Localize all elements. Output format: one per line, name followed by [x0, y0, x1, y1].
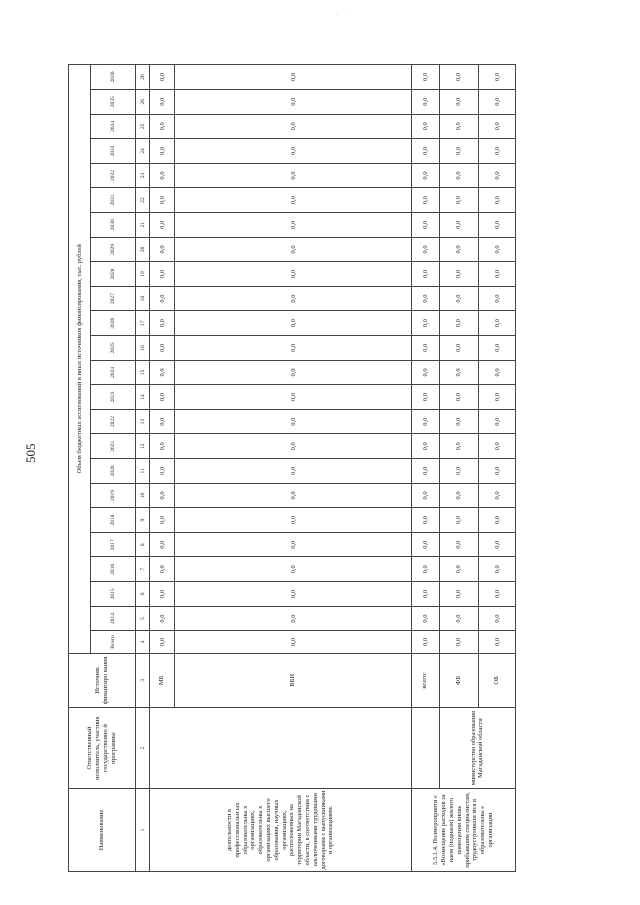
header-year-2033: 2033 [91, 139, 136, 164]
column-number: 26 [136, 65, 150, 90]
value-cell: 0,0 [439, 237, 478, 262]
source-cell: всего: [412, 653, 440, 708]
value-cell: 0,0 [479, 336, 516, 361]
value-cell: 0,0 [439, 409, 478, 434]
value-cell: 0,0 [439, 336, 478, 361]
value-cell: 0,0 [412, 606, 440, 631]
value-cell: 0,0 [150, 311, 175, 336]
value-cell: 0,0 [412, 409, 440, 434]
column-number: 22 [136, 188, 150, 213]
block1-participant [150, 708, 412, 789]
block2-name: 5.5.1.4. Полмероприяти е «Возмещение расходов за наем (поднаем) жилого помещения вновь прибывшим специалистам, трудоустроивши мся в образовательны е организации [412, 789, 516, 872]
value-cell: 0,0 [412, 532, 440, 557]
column-number: 21 [136, 212, 150, 237]
value-cell: 0,0 [439, 114, 478, 139]
source-cell: ФБ [439, 653, 478, 708]
column-number: 25 [136, 114, 150, 139]
value-cell: 0,0 [439, 163, 478, 188]
header-year-2014: 2014 [91, 606, 136, 631]
value-cell: 0,0 [175, 311, 412, 336]
header-year-2025: 2025 [91, 336, 136, 361]
page-number: 505 [23, 443, 38, 463]
column-number: 4 [136, 631, 150, 653]
block1-name: деятельности в профессиональн ых образовательны х организациях, образовательны х организациях высшего образования, научных организациях, расположенных на территории Магаданской области, в соответствии с заключенными трудовыми договорами с выпускниками и организациями. [150, 789, 412, 872]
column-number: 6 [136, 582, 150, 607]
header-year-2030: 2030 [91, 212, 136, 237]
value-cell: 0,0 [150, 65, 175, 90]
column-number: 19 [136, 262, 150, 287]
value-cell: 0,0 [439, 459, 478, 484]
value-cell: 0,0 [150, 139, 175, 164]
value-cell: 0,0 [439, 606, 478, 631]
column-number: 13 [136, 409, 150, 434]
column-number: 10 [136, 483, 150, 508]
column-number: 1 [136, 789, 150, 872]
value-cell: 0,0 [412, 434, 440, 459]
value-cell: 0,0 [175, 434, 412, 459]
value-cell: 0,0 [150, 606, 175, 631]
column-number: 23 [136, 163, 150, 188]
header-year-2021: 2021 [91, 434, 136, 459]
header-year-2015: 2015 [91, 582, 136, 607]
column-number: 24 [136, 139, 150, 164]
value-cell: 0,0 [479, 237, 516, 262]
header-year-2031: 2031 [91, 188, 136, 213]
value-cell: 0,0 [479, 532, 516, 557]
value-cell: 0,0 [479, 65, 516, 90]
funding-table [68, 64, 516, 872]
value-cell: 0,0 [439, 557, 478, 582]
value-cell: 0,0 [150, 336, 175, 361]
header-source: Источник финансиро вания [69, 653, 136, 708]
value-cell: 0,0 [150, 188, 175, 213]
header-total: Всего [91, 631, 136, 653]
value-cell: 0,0 [150, 286, 175, 311]
scan-corner-marks: · · [336, 12, 351, 18]
column-number: 12 [136, 434, 150, 459]
value-cell: 0,0 [175, 557, 412, 582]
block2-participant: министерство образования Магаданской области [439, 708, 515, 789]
total-cell: 0,0 [412, 631, 440, 653]
value-cell: 0,0 [175, 532, 412, 557]
value-cell: 0,0 [479, 508, 516, 533]
header-name: Наименование [69, 789, 136, 872]
value-cell: 0,0 [439, 139, 478, 164]
value-cell: 0,0 [150, 89, 175, 114]
header-year-2029: 2029 [91, 237, 136, 262]
value-cell: 0,0 [479, 606, 516, 631]
value-cell: 0,0 [412, 483, 440, 508]
value-cell: 0,0 [150, 163, 175, 188]
column-number: 20 [136, 237, 150, 262]
value-cell: 0,0 [412, 311, 440, 336]
total-cell: 0,0 [175, 631, 412, 653]
value-cell: 0,0 [439, 286, 478, 311]
value-cell: 0,0 [150, 557, 175, 582]
source-cell: ОБ [479, 653, 516, 708]
total-cell: 0,0 [439, 631, 478, 653]
value-cell: 0,0 [175, 139, 412, 164]
column-number: 16 [136, 336, 150, 361]
value-cell: 0,0 [412, 163, 440, 188]
header-funding-volume: Объем бюджетных ассигнований в иных источников финансирования, тыс. рублей [69, 65, 91, 654]
value-cell: 0,0 [412, 286, 440, 311]
value-cell: 0,0 [175, 582, 412, 607]
value-cell: 0,0 [412, 212, 440, 237]
value-cell: 0,0 [479, 385, 516, 410]
header-year-2016: 2016 [91, 557, 136, 582]
rotated-table-wrapper [68, 64, 516, 872]
value-cell: 0,0 [150, 212, 175, 237]
header-year-2020: 2020 [91, 459, 136, 484]
value-cell: 0,0 [412, 139, 440, 164]
header-participant: Ответственный исполнитель, участник государственно й программы [69, 708, 136, 789]
value-cell: 0,0 [439, 434, 478, 459]
header-year-2024: 2024 [91, 360, 136, 385]
value-cell: 0,0 [175, 385, 412, 410]
total-cell: 0,0 [150, 631, 175, 653]
value-cell: 0,0 [439, 311, 478, 336]
value-cell: 0,0 [150, 237, 175, 262]
column-number: 14 [136, 385, 150, 410]
value-cell: 0,0 [412, 557, 440, 582]
value-cell: 0,0 [150, 409, 175, 434]
value-cell: 0,0 [150, 459, 175, 484]
total-cell: 0,0 [479, 631, 516, 653]
value-cell: 0,0 [479, 459, 516, 484]
value-cell: 0,0 [479, 114, 516, 139]
column-number: 5 [136, 606, 150, 631]
value-cell: 0,0 [150, 532, 175, 557]
value-cell: 0,0 [175, 262, 412, 287]
value-cell: 0,0 [175, 606, 412, 631]
value-cell: 0,0 [479, 434, 516, 459]
value-cell: 0,0 [439, 262, 478, 287]
value-cell: 0,0 [412, 65, 440, 90]
value-cell: 0,0 [439, 582, 478, 607]
header-year-2028: 2028 [91, 262, 136, 287]
header-year-2017: 2017 [91, 532, 136, 557]
header-year-2023: 2023 [91, 385, 136, 410]
value-cell: 0,0 [439, 212, 478, 237]
value-cell: 0,0 [412, 459, 440, 484]
value-cell: 0,0 [439, 188, 478, 213]
value-cell: 0,0 [175, 212, 412, 237]
value-cell: 0,0 [175, 89, 412, 114]
value-cell: 0,0 [439, 385, 478, 410]
column-number: 15 [136, 360, 150, 385]
value-cell: 0,0 [479, 139, 516, 164]
column-number: 8 [136, 532, 150, 557]
source-cell: МБ [150, 653, 175, 708]
value-cell: 0,0 [479, 409, 516, 434]
value-cell: 0,0 [479, 557, 516, 582]
value-cell: 0,0 [150, 582, 175, 607]
value-cell: 0,0 [150, 483, 175, 508]
header-year-2036: 2036 [91, 65, 136, 90]
value-cell: 0,0 [175, 237, 412, 262]
value-cell: 0,0 [479, 582, 516, 607]
value-cell: 0,0 [175, 459, 412, 484]
header-year-2026: 2026 [91, 311, 136, 336]
value-cell: 0,0 [439, 483, 478, 508]
block2-participant-blank [412, 708, 440, 789]
value-cell: 0,0 [412, 508, 440, 533]
value-cell: 0,0 [175, 163, 412, 188]
value-cell: 0,0 [150, 434, 175, 459]
value-cell: 0,0 [175, 65, 412, 90]
value-cell: 0,0 [150, 360, 175, 385]
value-cell: 0,0 [439, 532, 478, 557]
column-number: 9 [136, 508, 150, 533]
value-cell: 0,0 [175, 508, 412, 533]
value-cell: 0,0 [439, 89, 478, 114]
value-cell: 0,0 [175, 188, 412, 213]
header-year-2019: 2019 [91, 483, 136, 508]
value-cell: 0,0 [150, 508, 175, 533]
value-cell: 0,0 [150, 262, 175, 287]
value-cell: 0,0 [479, 89, 516, 114]
header-year-2018: 2018 [91, 508, 136, 533]
value-cell: 0,0 [479, 286, 516, 311]
value-cell: 0,0 [175, 336, 412, 361]
value-cell: 0,0 [175, 360, 412, 385]
value-cell: 0,0 [412, 237, 440, 262]
value-cell: 0,0 [175, 286, 412, 311]
value-cell: 0,0 [150, 385, 175, 410]
value-cell: 0,0 [412, 582, 440, 607]
value-cell: 0,0 [479, 163, 516, 188]
value-cell: 0,0 [412, 336, 440, 361]
value-cell: 0,0 [412, 262, 440, 287]
header-year-2027: 2027 [91, 286, 136, 311]
column-number: 18 [136, 286, 150, 311]
header-year-2022: 2022 [91, 409, 136, 434]
value-cell: 0,0 [412, 114, 440, 139]
value-cell: 0,0 [439, 65, 478, 90]
header-year-2032: 2032 [91, 163, 136, 188]
value-cell: 0,0 [479, 212, 516, 237]
header-year-2035: 2035 [91, 89, 136, 114]
column-number: 17 [136, 311, 150, 336]
column-number: 26 [136, 89, 150, 114]
column-number: 2 [136, 708, 150, 789]
value-cell: 0,0 [412, 188, 440, 213]
header-year-2034: 2034 [91, 114, 136, 139]
value-cell: 0,0 [479, 360, 516, 385]
value-cell: 0,0 [412, 360, 440, 385]
column-number: 7 [136, 557, 150, 582]
value-cell: 0,0 [175, 409, 412, 434]
value-cell: 0,0 [412, 385, 440, 410]
value-cell: 0,0 [479, 188, 516, 213]
value-cell: 0,0 [479, 483, 516, 508]
value-cell: 0,0 [479, 262, 516, 287]
source-cell: ВБИ [175, 653, 412, 708]
value-cell: 0,0 [412, 89, 440, 114]
value-cell: 0,0 [175, 483, 412, 508]
value-cell: 0,0 [479, 311, 516, 336]
column-number: 11 [136, 459, 150, 484]
value-cell: 0,0 [175, 114, 412, 139]
value-cell: 0,0 [439, 360, 478, 385]
value-cell: 0,0 [439, 508, 478, 533]
column-number: 3 [136, 653, 150, 708]
value-cell: 0,0 [150, 114, 175, 139]
